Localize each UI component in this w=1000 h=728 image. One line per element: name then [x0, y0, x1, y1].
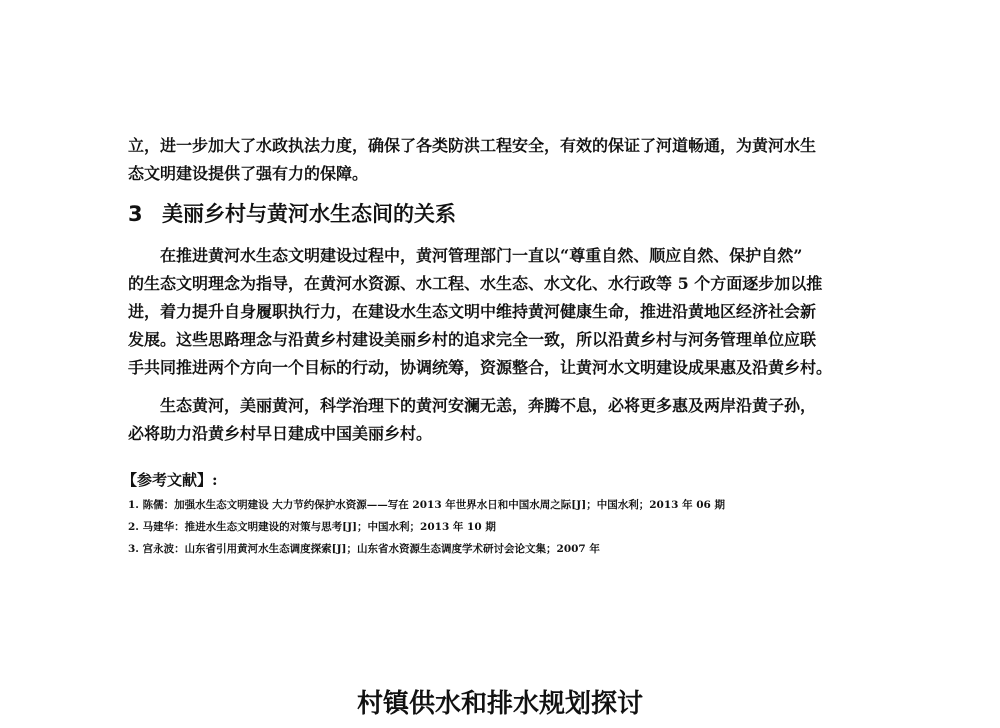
paragraph-1-line-2: 的生态文明理念为指导，在黄河水资源、水工程、水生态、水文化、水行政等 5 个方面逐步加以推 — [128, 274, 823, 293]
paragraph-1-line-4: 发展。这些思路理念与沿黄乡村建设美丽乡村的追求完全一致，所以沿黄乡村与河务管理单位应联 — [128, 330, 817, 349]
section-heading — [128, 199, 456, 229]
next-article-title: 村镇供水和排水规划探讨 — [356, 689, 643, 719]
reference-item-3: 3. 宫永波：山东省引用黄河水生态调度探索[J]；山东省水资源生态调度学术研讨会论文集；2007 年 — [128, 543, 600, 555]
paragraph-2-line-2: 必将助力沿黄乡村早日建成中国美丽乡村。 — [128, 424, 433, 443]
paragraph-1 — [128, 242, 888, 382]
section-title: 美丽乡村与黄河水生态间的关系 — [162, 202, 456, 226]
references-list — [128, 494, 725, 560]
paragraph-1-line-5: 手共同推进两个方向一个目标的行动，协调统筹，资源整合，让黄河水文明建设成果惠及沿黄乡村。 — [128, 358, 833, 377]
reference-item-2: 2. 马建华：推进水生态文明建设的对策与思考[J]；中国水利；2013 年 10 期 — [128, 521, 496, 533]
intro-paragraph — [128, 132, 888, 188]
paragraph-1-line-3: 进，着力提升自身履职执行力，在建设水生态文明中维持黄河健康生命，推进沿黄地区经济社会新 — [128, 302, 817, 321]
paragraph-2 — [128, 392, 888, 448]
references-title: 【参考文献】: — [122, 471, 218, 489]
section-number: 3 — [128, 202, 143, 226]
paragraph-1-line-1: 在推进黄河水生态文明建设过程中，黄河管理部门一直以“尊重自然、顺应自然、保护自然” — [160, 246, 803, 265]
reference-item-1: 1. 陈儒：加强水生态文明建设 大力节约保护水资源——写在 2013 年世界水日和中国水周之际[J]；中国水利；2013 年 06 期 — [128, 499, 726, 511]
paragraph-2-line-1: 生态黄河，美丽黄河，科学治理下的黄河安澜无恙，奔腾不息，必将更多惠及两岸沿黄子孙， — [160, 396, 817, 415]
intro-line-2: 态文明建设提供了强有力的保障。 — [128, 164, 369, 183]
intro-line-1: 立，进一步加大了水政执法力度，确保了各类防洪工程安全，有效的保证了河道畅通，为黄河水生 — [128, 136, 817, 155]
